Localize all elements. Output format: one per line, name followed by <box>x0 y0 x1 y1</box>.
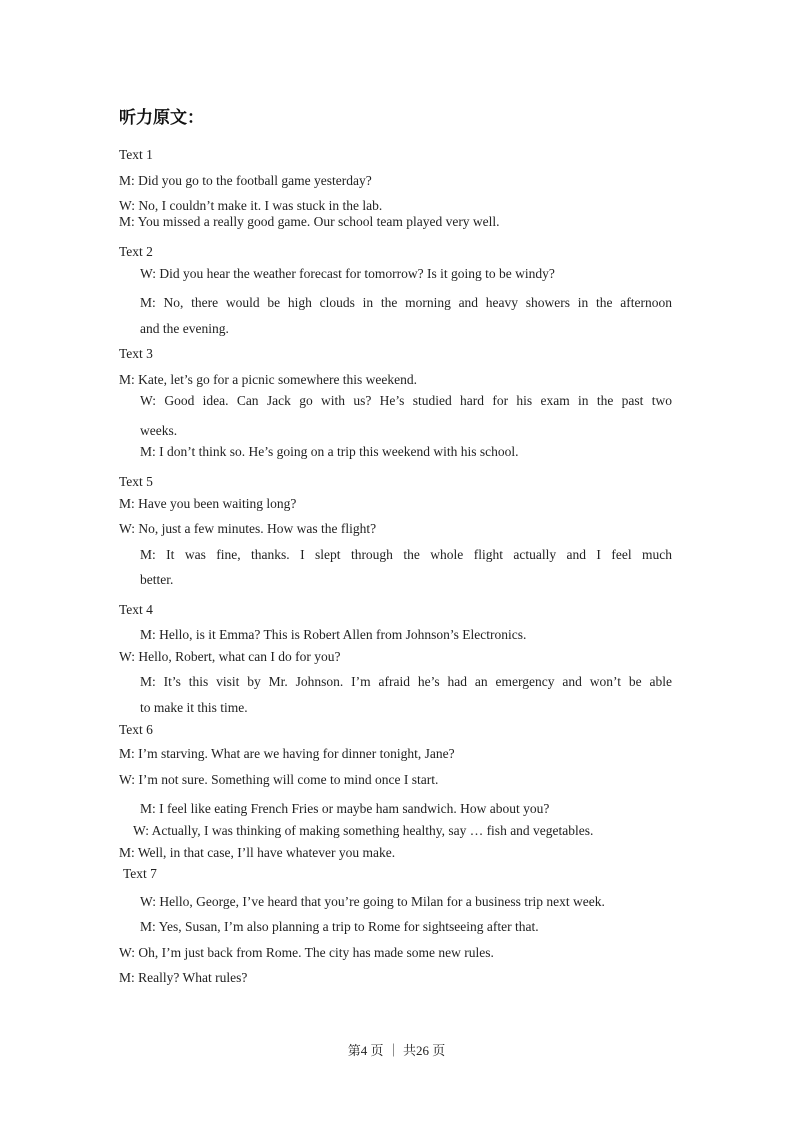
dialogue-line: M: Yes, Susan, I’m also planning a trip to Rome for sightseeing after that. <box>140 919 539 934</box>
dialogue-line: W: Did you hear the weather forecast for tomorrow? Is it going to be windy? <box>140 266 555 281</box>
page-heading: 听力原文： <box>119 108 204 128</box>
dialogue-line: M: I feel like eating French Fries or maybe ham sandwich. How about you? <box>140 801 550 816</box>
section-label-text-1: Text 1 <box>119 147 153 162</box>
dialogue-line-continuation: weeks. <box>140 423 178 438</box>
dialogue-line: M: Did you go to the football game yesterday? <box>119 173 372 188</box>
section-label-text-4: Text 4 <box>119 602 153 617</box>
dialogue-line: W: I’m not sure. Something will come to mind once I start. <box>119 772 439 787</box>
dialogue-line: M: I don’t think so. He’s going on a trip this weekend with his school. <box>140 444 519 459</box>
dialogue-line: W: Good idea. Can Jack go with us? He’s studied hard for his exam in the past two <box>140 393 672 408</box>
section-label-text-5: Text 5 <box>119 474 153 489</box>
dialogue-line: M: Kate, let’s go for a picnic somewhere this weekend. <box>119 372 418 387</box>
page-footer: 第4 页 ｜ 共26 页 <box>347 1043 446 1058</box>
dialogue-line: M: I’m starving. What are we having for dinner tonight, Jane? <box>119 746 455 761</box>
dialogue-line: W: No, I couldn’t make it. I was stuck in the lab. <box>119 198 383 213</box>
dialogue-line: W: Hello, George, I’ve heard that you’re going to Milan for a business trip next week. <box>140 894 605 909</box>
section-label-text-6: Text 6 <box>119 722 153 737</box>
dialogue-line: M: Really? What rules? <box>119 970 248 985</box>
dialogue-line: W: Actually, I was thinking of making something healthy, say … fish and vegetables. <box>133 823 594 838</box>
section-label-text-3: Text 3 <box>119 346 153 361</box>
dialogue-line-continuation: to make it this time. <box>140 700 248 715</box>
dialogue-line: W: No, just a few minutes. How was the flight? <box>119 521 377 536</box>
dialogue-line: M: It’s this visit by Mr. Johnson. I’m afraid he’s had an emergency and won’t be able <box>140 674 672 689</box>
dialogue-line: W: Hello, Robert, what can I do for you? <box>119 649 341 664</box>
dialogue-line: M: No, there would be high clouds in the morning and heavy showers in the afternoon <box>140 295 672 310</box>
dialogue-line: M: It was fine, thanks. I slept through the whole flight actually and I feel much <box>140 547 672 562</box>
dialogue-line: M: Hello, is it Emma? This is Robert Allen from Johnson’s Electronics. <box>140 627 527 642</box>
dialogue-line-continuation: and the evening. <box>140 321 229 336</box>
dialogue-line: M: Have you been waiting long? <box>119 496 297 511</box>
dialogue-line: M: You missed a really good game. Our school team played very well. <box>119 214 500 229</box>
section-label-text-7: Text 7 <box>123 866 157 881</box>
dialogue-line-continuation: better. <box>140 572 174 587</box>
dialogue-line: W: Oh, I’m just back from Rome. The city has made some new rules. <box>119 945 494 960</box>
dialogue-line: M: Well, in that case, I’ll have whatever you make. <box>119 845 396 860</box>
section-label-text-2: Text 2 <box>119 244 153 259</box>
